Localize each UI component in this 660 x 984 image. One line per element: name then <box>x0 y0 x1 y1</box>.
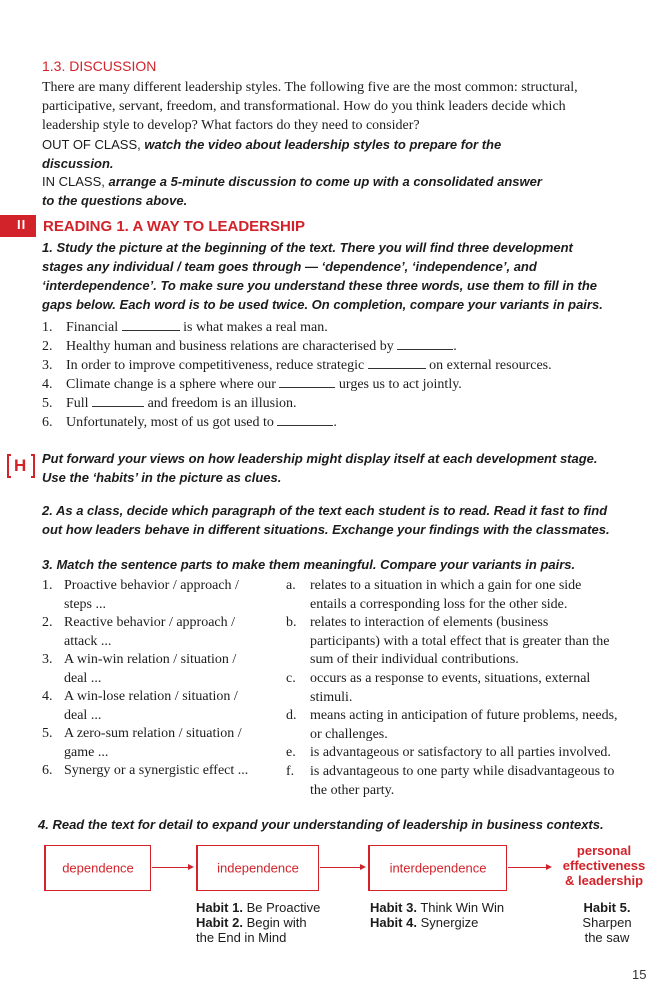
gap-blank[interactable] <box>279 376 335 388</box>
in-class-text-2: to the questions above. <box>42 193 188 208</box>
stage-box-dependence: dependence <box>44 845 151 891</box>
gap-blank[interactable] <box>397 338 453 350</box>
gap-item: 5. Full and freedom is an illusion. <box>42 396 297 411</box>
gap-blank[interactable] <box>122 319 180 331</box>
page-number: 15 <box>632 967 647 982</box>
task2-line: 2. As a class, decide which paragraph of the text each student is to read. Read it fast to find <box>42 503 608 518</box>
habits-task-line: Use the ‘habits’ in the picture as clues. <box>42 470 282 485</box>
discussion-heading: 1.3. DISCUSSION <box>42 58 157 74</box>
out-of-class-text: watch the video about leadership styles to prepare for the <box>144 137 502 152</box>
task2-instructions <box>42 501 654 539</box>
arrow-line <box>152 867 188 868</box>
arrow-head <box>188 864 194 870</box>
stage-box-independence: independence <box>196 845 319 891</box>
task1-line: ‘interdependence’. To make sure you understand these three words, use them to fill in the <box>42 278 598 293</box>
gap-blank[interactable] <box>368 357 426 369</box>
discussion-paragraph <box>42 78 578 135</box>
stage-box-interdependence: interdependence <box>368 845 507 891</box>
discussion-line: leadership style to develop? What factors do they need to consider? <box>42 118 420 133</box>
discussion-line: participative, servant, freedom, and transformational. How do you think leaders decide which <box>42 99 566 114</box>
habits-icon <box>6 452 36 480</box>
habits-icon-letter: H <box>14 456 27 475</box>
section-marker <box>0 215 36 237</box>
habits-group-3: Habit 5. Sharpen the saw <box>582 900 632 945</box>
textbook-page: 1.3. DISCUSSION There are many different leadership styles. The following five are the most common: structural, participative, servant, freedom, and transformational. How do you think leaders decide which leadership style to develop? What factors do they need to consider? OUT OF CLASS, watch the video about leadership styles to prepare for the discussion. IN CLASS, arrange a 5-minute discussion to come up with a consolidated answer to the questions above. II READING 1. A WAY TO LEADERSHIP 1. Study the picture at the beginning of the text. There you will find three development stages any individual / team goes through — ‘dependence’, ‘independence’, and ‘interdependence’. To make sure you understand these three words, use them to fill in the gaps below. Each word is to be used twice. On completion, compare your variants in pairs. 1. Financial is what makes a real man. 2. Healthy human and business relations are characterised by . 3. In order to improve competitiveness, reduce strategic on external resources. 4. Climate change is a sphere where our urges us to act jointly. 5. Full and freedom is an illusion. 6. Unfortunately, most of us got used to . H Put forward your views on how leadership might display itself at each development stage. Use the ‘habits’ in the picture as clues. 2. As a class, decide which paragraph of the text each student is to read. Read it fast to find out how leaders behave in different situations. Exchange your findings with the classmates. 3. Match the sentence parts to make them meaningful. Compare your variants in pairs. 1. Proactive behavior / approach / steps ... 2. Reactive behavior / approach / attack ... 3. A win-win relation / situation / deal ... 4. A win-lose relation / situation / deal ... 5. A zero-sum relation / situation / game ... 6. Synergy or a synergistic effect ... a. relates to a situation in which a gain for one side entails a corresponding loss for the other side. b. relates to interaction of elements (business participants) with a total effect that is greater than the sum of their individual contributions. c. occurs as a response to events, situations, external stimuli. d. means acting in anticipation of future problems, needs, or challenges. e. is advantageous or satisfactory to all parties involved. f. is advantageous to one party while disadvantageous to the other party. 4. Read the text for detail to expand your understanding of leadership in business contexts. dependence independence interdependence personal effectiveness & leadership Habit 1. Be Proactive Habit 2. Begin with the End in Mind Habit 3. Think Win Win Habit 4. Synergize Habit 5. Sharpen the saw 15 <box>0 0 660 984</box>
out-of-class-instruction <box>42 135 632 173</box>
habits-task <box>42 449 642 487</box>
task4-heading: 4. Read the text for detail to expand your understanding of leadership in business contexts. <box>38 817 604 832</box>
habits-group-2: Habit 3. Think Win Win Habit 4. Synergize <box>370 900 505 930</box>
section-marker-label: II <box>17 217 27 232</box>
out-of-class-label: OUT OF CLASS, <box>42 137 141 152</box>
task1-instructions <box>42 238 642 314</box>
task1-line: stages any individual / team goes through — ‘dependence’, ‘independence’, and <box>42 259 537 274</box>
in-class-text: arrange a 5-minute discussion to come up with a consolidated answer <box>108 174 542 189</box>
gap-blank[interactable] <box>92 395 144 407</box>
task3-heading: 3. Match the sentence parts to make them meaningful. Compare your variants in pairs. <box>42 557 576 572</box>
arrow-line <box>508 867 546 868</box>
in-class-instruction <box>42 172 632 210</box>
task1-line: gaps below. Each word is to be used twice. On completion, compare your variants in pairs. <box>42 297 603 312</box>
reading-heading: READING 1. A WAY TO LEADERSHIP <box>43 218 305 235</box>
gap-item: 6. Unfortunately, most of us got used to . <box>42 415 337 430</box>
out-of-class-text-2: discussion. <box>42 156 114 171</box>
final-stage-label: personal effectiveness & leadership <box>562 843 646 888</box>
habits-group-1: Habit 1. Be Proactive Habit 2. Begin with the End in Mind <box>196 900 321 945</box>
arrow-line <box>320 867 360 868</box>
gap-item: 3. In order to improve competitiveness, reduce strategic on external resources. <box>42 358 552 373</box>
habits-task-line: Put forward your views on how leadership might display itself at each development stage. <box>42 451 598 466</box>
arrow-head <box>360 864 366 870</box>
discussion-line: There are many different leadership styles. The following five are the most common: structural, <box>42 80 578 95</box>
gap-item: 4. Climate change is a sphere where our urges us to act jointly. <box>42 377 462 392</box>
in-class-label: IN CLASS, <box>42 174 105 189</box>
task1-line: 1. Study the picture at the beginning of the text. There you will find three development <box>42 240 573 255</box>
gap-blank[interactable] <box>277 414 333 426</box>
gap-item: 1. Financial is what makes a real man. <box>42 320 328 335</box>
gap-item: 2. Healthy human and business relations are characterised by . <box>42 339 457 354</box>
task2-line: out how leaders behave in different situations. Exchange your findings with the classmates. <box>42 522 610 537</box>
